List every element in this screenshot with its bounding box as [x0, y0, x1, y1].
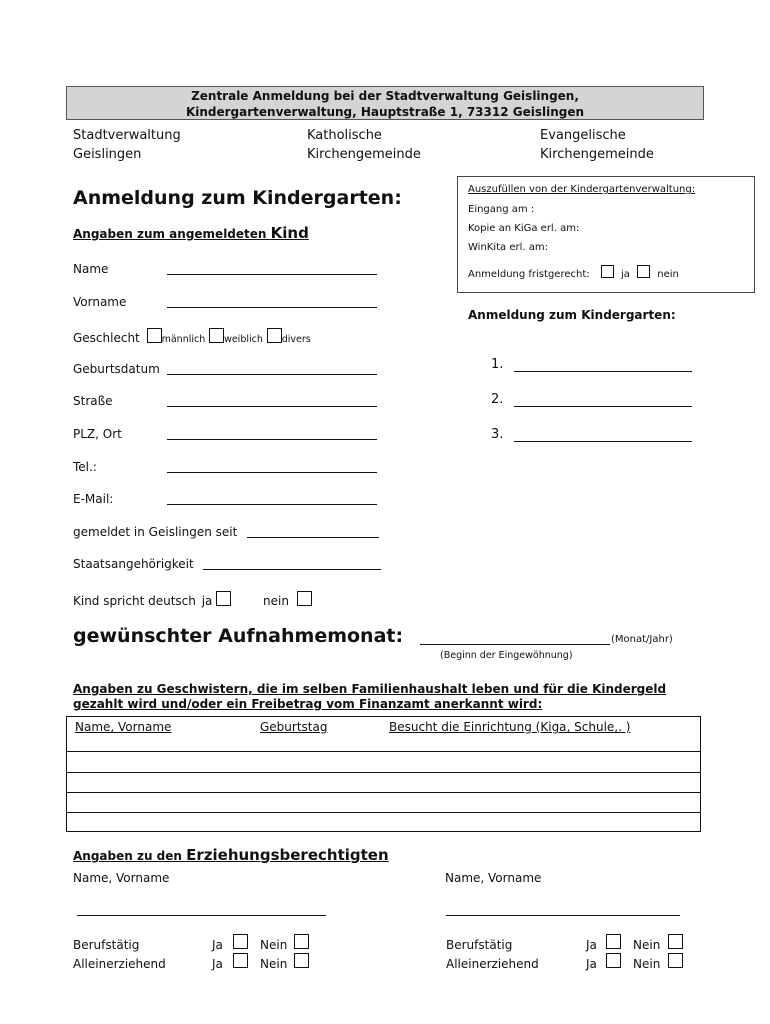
- name-label: Name: [73, 262, 109, 276]
- checkbox-g1-allein-ja[interactable]: [233, 953, 248, 968]
- kiga-choice-3-field[interactable]: [514, 441, 692, 442]
- kiga-choice-heading: Anmeldung zum Kindergarten:: [468, 308, 676, 322]
- siblings-row-divider: [67, 751, 700, 752]
- siblings-col-einrichtung: Besucht die Einrichtung (Kiga, Schule,. ): [389, 720, 631, 734]
- header-line-2: Kindergartenverwaltung, Hauptstraße 1, 73312 Geislingen: [185, 105, 585, 119]
- guardian2-name-field[interactable]: [446, 915, 680, 916]
- deutsch-label: Kind spricht deutsch: [73, 594, 196, 608]
- page-title: Anmeldung zum Kindergarten:: [73, 187, 402, 209]
- option-weiblich: weiblich: [224, 334, 263, 345]
- provider-ev-line1: Evangelische: [540, 128, 626, 143]
- aufnahme-note: (Beginn der Eingewöhnung): [440, 650, 573, 661]
- kiga-choice-2-label: 2.: [491, 392, 504, 407]
- staat-field[interactable]: [203, 569, 381, 570]
- siblings-col-name: Name, Vorname: [75, 720, 172, 734]
- deutsch-row: [73, 591, 312, 608]
- staat-label: Staatsangehörigkeit: [73, 557, 194, 571]
- guardian1-beruf-ja: Ja: [212, 938, 223, 952]
- provider-kath-line2: Kirchengemeinde: [307, 147, 421, 162]
- checkbox-weiblich[interactable]: [209, 328, 224, 343]
- admin-frist-nein: nein: [657, 269, 679, 280]
- siblings-heading-line2: gezahlt wird und/oder ein Freibetrag vom Finanzamt anerkannt wird:: [73, 697, 543, 711]
- checkbox-frist-nein[interactable]: [637, 265, 650, 278]
- checkbox-frist-ja[interactable]: [601, 265, 614, 278]
- admin-frist-label: Anmeldung fristgerecht:: [468, 269, 590, 280]
- guardian1-beruf-label: Berufstätig: [73, 938, 140, 952]
- strasse-label: Straße: [73, 394, 113, 408]
- provider-stadt-line1: Stadtverwaltung: [73, 128, 181, 143]
- checkbox-g2-allein-ja[interactable]: [606, 953, 621, 968]
- checkbox-g2-allein-nein[interactable]: [668, 953, 683, 968]
- kiga-choice-2-field[interactable]: [514, 406, 692, 407]
- siblings-heading-line1: Angaben zu Geschwistern, die im selben Familienhaushalt leben und für die Kindergeld: [73, 682, 667, 696]
- admin-kopie: Kopie an KiGa erl. am:: [468, 223, 580, 234]
- guardians-heading: [73, 846, 389, 864]
- guardian2-allein-ja: Ja: [586, 957, 597, 971]
- aufnahme-label: gewünschter Aufnahmemonat:: [73, 625, 404, 647]
- guardian2-beruf-nein: Nein: [633, 938, 661, 952]
- option-divers: divers: [281, 334, 311, 345]
- email-label: E-Mail:: [73, 492, 114, 506]
- checkbox-deutsch-nein[interactable]: [297, 591, 312, 606]
- checkbox-g2-beruf-nein[interactable]: [668, 934, 683, 949]
- provider-stadt-line2: Geislingen: [73, 147, 142, 162]
- vorname-field[interactable]: [167, 307, 377, 308]
- geburtsdatum-field[interactable]: [167, 374, 377, 375]
- geschlecht-label: Geschlecht: [73, 331, 140, 345]
- child-section-prefix: Angaben zum angemeldeten: [73, 227, 271, 241]
- header-line-1: Zentrale Anmeldung bei der Stadtverwaltung Geislingen,: [191, 89, 579, 103]
- deutsch-nein-label: nein: [263, 594, 289, 608]
- gemeldet-field[interactable]: [247, 537, 379, 538]
- kiga-choice-1-label: 1.: [491, 357, 504, 372]
- header-banner: [66, 86, 704, 120]
- guardian2-beruf-label: Berufstätig: [446, 938, 513, 952]
- geschlecht-row: [73, 328, 311, 345]
- strasse-field[interactable]: [167, 406, 377, 407]
- guardian1-allein-ja: Ja: [212, 957, 223, 971]
- admin-frist-ja: ja: [621, 269, 630, 280]
- guardian1-name-label: Name, Vorname: [73, 871, 170, 885]
- provider-evangelisch: [540, 126, 654, 164]
- guardian2-allein-nein: Nein: [633, 957, 661, 971]
- tel-field[interactable]: [167, 472, 377, 473]
- guardian2-name-label: Name, Vorname: [445, 871, 542, 885]
- guardian1-name-field[interactable]: [77, 915, 326, 916]
- guardian1-beruf-nein: Nein: [260, 938, 288, 952]
- admin-eingang: Eingang am :: [468, 204, 535, 215]
- guardians-prefix: Angaben zu den: [73, 849, 187, 863]
- option-maennlich: männlich: [161, 334, 206, 345]
- gemeldet-label: gemeldet in Geislingen seit: [73, 525, 238, 539]
- siblings-row-divider: [67, 812, 700, 813]
- child-section-emph: Kind: [270, 224, 309, 242]
- kiga-choice-3-label: 3.: [491, 427, 504, 442]
- admin-winkita: WinKita erl. am:: [468, 242, 548, 253]
- siblings-col-geburtstag: Geburtstag: [260, 720, 328, 734]
- guardian2-beruf-ja: Ja: [586, 938, 597, 952]
- siblings-heading: [73, 682, 666, 712]
- provider-kath-line1: Katholische: [307, 128, 382, 143]
- checkbox-divers[interactable]: [267, 328, 282, 343]
- geburtsdatum-label: Geburtsdatum: [73, 362, 160, 376]
- checkbox-g1-beruf-ja[interactable]: [233, 934, 248, 949]
- name-field[interactable]: [167, 274, 377, 275]
- guardians-emph: Erziehungsberechtigten: [186, 846, 389, 864]
- plz-field[interactable]: [167, 439, 377, 440]
- checkbox-deutsch-ja[interactable]: [216, 591, 231, 606]
- tel-label: Tel.:: [73, 460, 97, 474]
- siblings-row-divider: [67, 772, 700, 773]
- checkbox-g1-allein-nein[interactable]: [294, 953, 309, 968]
- guardian1-allein-label: Alleinerziehend: [73, 957, 166, 971]
- checkbox-maennlich[interactable]: [147, 328, 162, 343]
- siblings-row-divider: [67, 792, 700, 793]
- checkbox-g1-beruf-nein[interactable]: [294, 934, 309, 949]
- email-field[interactable]: [167, 504, 377, 505]
- plz-label: PLZ, Ort: [73, 427, 122, 441]
- child-section-heading: [73, 224, 309, 242]
- admin-heading: Auszufüllen von der Kindergartenverwaltung:: [468, 184, 696, 195]
- aufnahme-field[interactable]: [420, 644, 610, 645]
- aufnahme-unit: (Monat/Jahr): [611, 634, 673, 645]
- provider-katholisch: [307, 126, 421, 164]
- guardian2-allein-label: Alleinerziehend: [446, 957, 539, 971]
- checkbox-g2-beruf-ja[interactable]: [606, 934, 621, 949]
- admin-frist-row: [468, 265, 679, 280]
- provider-ev-line2: Kirchengemeinde: [540, 147, 654, 162]
- kiga-choice-1-field[interactable]: [514, 371, 692, 372]
- vorname-label: Vorname: [73, 295, 127, 309]
- provider-stadt: [73, 126, 181, 164]
- guardian1-allein-nein: Nein: [260, 957, 288, 971]
- deutsch-ja-label: ja: [201, 594, 213, 608]
